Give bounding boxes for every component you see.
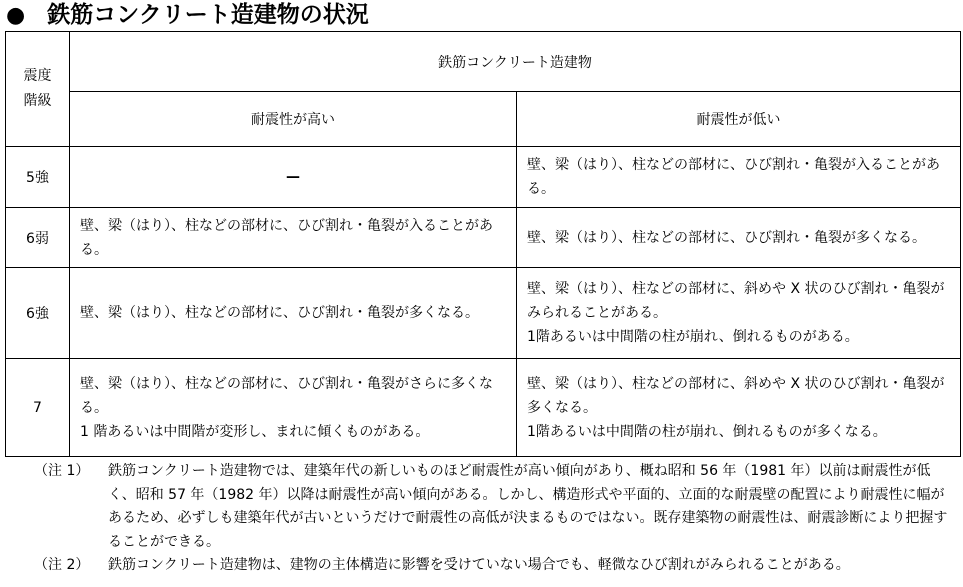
col-header-high: 耐震性が高い xyxy=(70,92,517,147)
seismic-level: 5強 xyxy=(6,147,70,208)
cell-text: 1階あるいは中間階の柱が崩れ、倒れるものが多くなる。 xyxy=(527,423,887,440)
cell-text: 壁、梁（はり）、柱などの部材に、ひび割れ・亀裂がさらに多くなる。 xyxy=(80,375,493,416)
cell-high xyxy=(70,147,517,208)
note-2 xyxy=(8,554,958,578)
cell-text: 壁、梁（はり）、柱などの部材に、ひび割れ・亀裂が入ることがある。 xyxy=(527,157,940,197)
seismic-level: 6強 xyxy=(6,268,70,359)
cell-low xyxy=(517,147,961,208)
cell-text: 壁、梁（はり）、柱などの部材に、斜めや X 状のひび割れ・亀裂がみられることがある。 xyxy=(527,281,945,321)
cell-text: 壁、梁（はり）、柱などの部材に、斜めや X 状のひび割れ・亀裂が多くなる。 xyxy=(527,375,945,416)
seismic-level: 7 xyxy=(6,359,70,457)
group-header: 鉄筋コンクリート造建物 xyxy=(70,32,961,92)
note-text: 鉄筋コンクリート造建物は、建物の主体構造に影響を受けていない場合でも、軽微なひび割れがみられることがある。 xyxy=(108,557,850,573)
none-dash: — xyxy=(286,169,300,185)
building-status-table xyxy=(5,31,961,457)
col-header-low: 耐震性が低い xyxy=(517,92,961,147)
note-label: （注 2） xyxy=(34,557,90,573)
cell-low xyxy=(517,359,961,457)
seismic-level-header xyxy=(6,32,70,147)
cell-low xyxy=(517,268,961,359)
page-title xyxy=(6,0,369,30)
seismic-level: 6弱 xyxy=(6,208,70,268)
bullet-icon: ● xyxy=(6,3,26,28)
cell-text: 1階あるいは中間階の柱が崩れ、倒れるものがある。 xyxy=(527,329,859,345)
cell-text: 1 階あるいは中間階が変形し、まれに傾くものがある。 xyxy=(80,423,430,440)
cell-low xyxy=(517,208,961,268)
note-label: （注 1） xyxy=(34,463,90,479)
cell-text: 壁、梁（はり）、柱などの部材に、ひび割れ・亀裂が多くなる。 xyxy=(80,305,479,321)
table-row xyxy=(6,147,961,208)
seismic-level-header-line2: 階級 xyxy=(23,93,52,109)
table-row xyxy=(6,208,961,268)
cell-high xyxy=(70,359,517,457)
table-row xyxy=(6,359,961,457)
seismic-level-header-line1: 震度 xyxy=(23,68,52,84)
cell-text: 壁、梁（はり）、柱などの部材に、ひび割れ・亀裂が入ることがある。 xyxy=(80,217,493,258)
note-text: 鉄筋コンクリート造建物では、建築年代の新しいものほど耐震性が高い傾向があり、概ね昭和 56 年（1981 年）以前は耐震性が低く、昭和 57 年（1982 年）以降は耐震性が高い傾向がある。しかし、構造形式や平面的、立面的な耐震壁の配置により耐震性に幅があるため、必ずしも建築年代が古いというだけで耐震性の高低が決まるものではない。既存建築物の耐震性は、耐震診断により把握することができる。 xyxy=(108,463,948,550)
page-title-text: 鉄筋コンクリート造建物の状況 xyxy=(47,2,369,28)
cell-text: 壁、梁（はり）、柱などの部材に、ひび割れ・亀裂が多くなる。 xyxy=(527,229,926,246)
table-row xyxy=(6,268,961,359)
note-1 xyxy=(8,460,958,554)
notes xyxy=(8,460,958,578)
cell-high xyxy=(70,208,517,268)
cell-high xyxy=(70,268,517,359)
